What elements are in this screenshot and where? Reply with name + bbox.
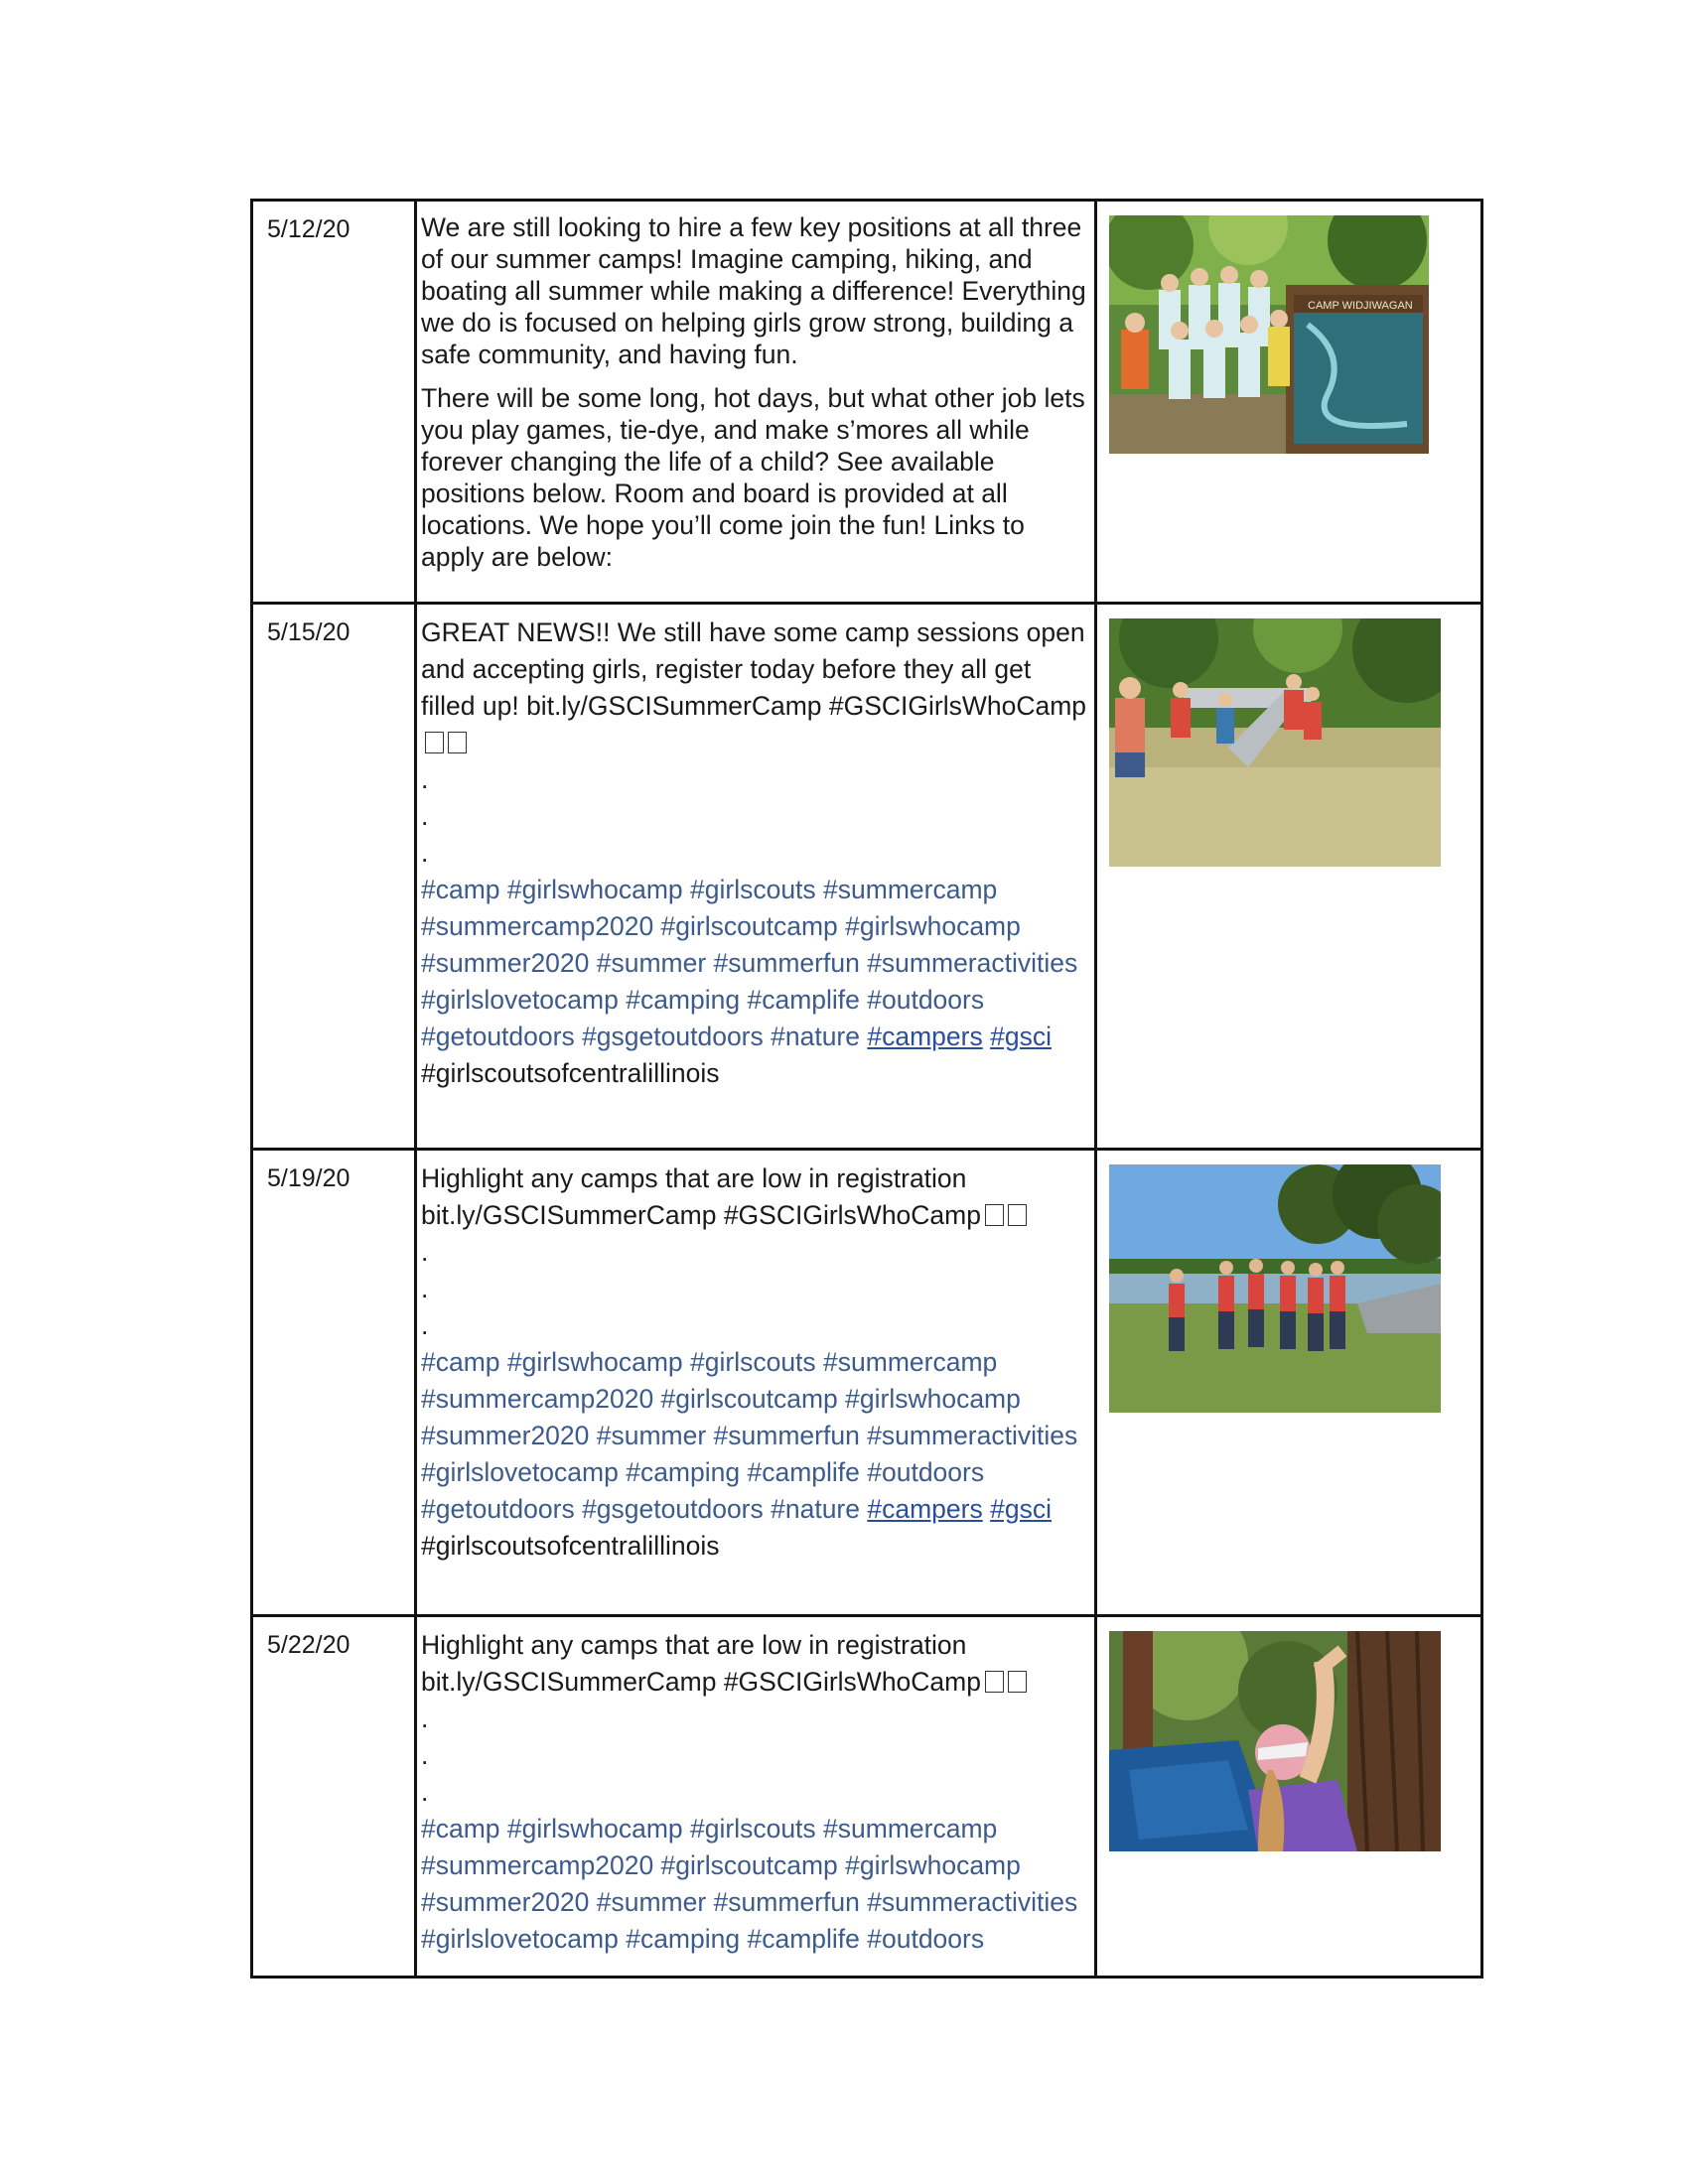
hashtag-link-campers[interactable]: #campers — [867, 1494, 983, 1524]
post-lead: GREAT NEWS!! We still have some camp sessions open and accepting girls, register today before they all get filled up! bit.ly/GSCISummerCamp #GSCIGirlsWhoCamp — [421, 614, 1088, 761]
hashtag-block: #camp #girlswhocamp #girlscouts #summercamp #summercamp2020 #girlscoutcamp #girlswhocamp #summer2020 #summer #summerfun #summeractivities #girlslovetocamp #camping #camplife #outdoors #getoutdoors #gsgetoutdoors #nature #campers #gsci #girlscoutsofcentralillinois — [421, 875, 1078, 1088]
table-row — [252, 604, 1482, 1150]
post-image-cell — [1096, 201, 1482, 604]
emoji-placeholder-icon — [985, 1204, 1004, 1226]
post-date: 5/19/20 — [252, 1150, 416, 1616]
post-date: 5/12/20 — [252, 201, 416, 604]
spacer-dot: . — [421, 801, 429, 831]
hashtag-link-campers[interactable]: #campers — [867, 1022, 983, 1051]
spacer-dot: . — [421, 838, 429, 868]
hashtag-block: #camp #girlswhocamp #girlscouts #summercamp #summercamp2020 #girlscoutcamp #girlswhocamp #summer2020 #summer #summerfun #summeractivities #girlslovetocamp #camping #camplife #outdoors — [421, 1814, 1078, 1954]
post-image-cell — [1096, 1616, 1482, 1978]
spacer-dot: . — [421, 1740, 429, 1770]
post-text — [416, 604, 1096, 1150]
emoji-placeholder-icon — [448, 732, 467, 753]
spacer-dot: . — [421, 764, 429, 794]
photo-sign-label: CAMP WIDJIWAGAN — [1308, 300, 1413, 312]
canoe-carry-photo — [1109, 618, 1441, 867]
post-paragraph: There will be some long, hot days, but what other job lets you play games, tie-dye, and make s’mores all while forever changing the life of a child? See available positions below. Room and board is provided at all locations. We hope you’ll come join the fun! Links to apply are below: — [421, 383, 1085, 572]
emoji-placeholder-icon — [985, 1671, 1004, 1693]
spacer-dot: . — [421, 1777, 429, 1807]
post-text — [416, 201, 1096, 604]
table-row — [252, 1616, 1482, 1978]
post-image-cell — [1096, 604, 1482, 1150]
hashtag-link-gsci[interactable]: #gsci — [990, 1022, 1052, 1051]
post-lead: Highlight any camps that are low in registration bit.ly/GSCISummerCamp #GSCIGirlsWhoCamp — [421, 1627, 1088, 1701]
spacer-dot: . — [421, 1310, 429, 1340]
post-text — [416, 1150, 1096, 1616]
post-text — [416, 1616, 1096, 1978]
post-date: 5/15/20 — [252, 604, 416, 1150]
hammock-photo — [1109, 1631, 1441, 1851]
camp-group-photo — [1109, 215, 1429, 454]
lakeside-group-photo — [1109, 1164, 1441, 1413]
spacer-dot: . — [421, 1704, 429, 1733]
post-date: 5/22/20 — [252, 1616, 416, 1978]
hashtag-link-gsci[interactable]: #gsci — [990, 1494, 1052, 1524]
hashtag-block: #camp #girlswhocamp #girlscouts #summercamp #summercamp2020 #girlscoutcamp #girlswhocamp #summer2020 #summer #summerfun #summeractivities #girlslovetocamp #camping #camplife #outdoors #getoutdoors #gsgetoutdoors #nature #campers #gsci #girlscoutsofcentralillinois — [421, 1347, 1078, 1561]
post-lead: Highlight any camps that are low in registration bit.ly/GSCISummerCamp #GSCIGirlsWhoCamp — [421, 1160, 1088, 1234]
emoji-placeholder-icon — [1008, 1671, 1027, 1693]
spacer-dot: . — [421, 1237, 429, 1267]
post-image-cell — [1096, 1150, 1482, 1616]
emoji-placeholder-icon — [1008, 1204, 1027, 1226]
table-row — [252, 201, 1482, 604]
document-page — [250, 199, 1434, 1979]
spacer-dot: . — [421, 1274, 429, 1303]
emoji-placeholder-icon — [425, 732, 444, 753]
social-post-schedule-table — [250, 199, 1483, 1979]
table-row — [252, 1150, 1482, 1616]
post-paragraph: We are still looking to hire a few key positions at all three of our summer camps! Imagine camping, hiking, and boating all summer while making a difference! Everything we do is focused on helping girls grow strong, building a safe community, and having fun. — [421, 212, 1086, 369]
